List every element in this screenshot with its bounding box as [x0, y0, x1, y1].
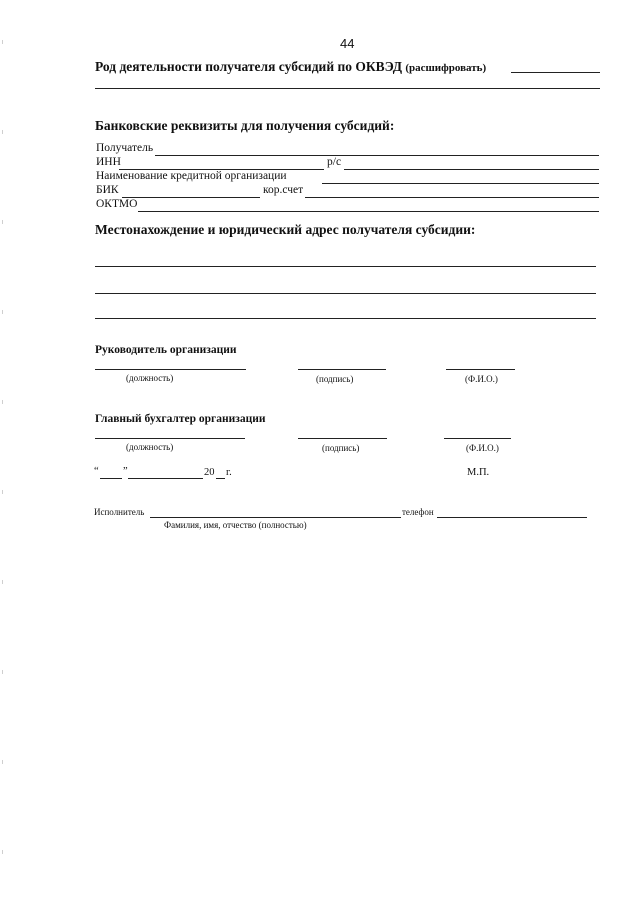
account-field[interactable]	[344, 169, 599, 170]
head-position-caption: (должность)	[126, 373, 174, 383]
accountant-title: Главный бухгалтер организации	[95, 413, 266, 425]
oktmo-label: ОКТМО	[96, 198, 138, 210]
head-position-field[interactable]	[95, 369, 246, 370]
accountant-position-field[interactable]	[95, 438, 245, 439]
seal-place: М.П.	[467, 467, 490, 478]
head-title: Руководитель организации	[95, 344, 237, 356]
scan-edge	[2, 0, 3, 905]
date-month-field[interactable]	[128, 478, 203, 479]
okved-heading-note: (расшифровать)	[405, 62, 487, 74]
address-heading: Местонахождение и юридический адрес получателя субсидии:	[95, 222, 476, 237]
bank-heading: Банковские реквизиты для получения субсидий:	[95, 118, 395, 133]
date-year-prefix: 20	[204, 467, 215, 478]
date-year-suffix: г.	[226, 467, 232, 478]
phone-label: телефон	[402, 507, 434, 517]
address-line-2[interactable]	[95, 293, 596, 294]
accountant-signature-field[interactable]	[298, 438, 387, 439]
okved-heading	[95, 59, 486, 75]
inn-label: ИНН	[96, 156, 121, 168]
accountant-signature-caption: (подпись)	[322, 443, 360, 453]
okved-field-line[interactable]	[511, 72, 600, 73]
phone-field[interactable]	[437, 517, 587, 518]
executor-name-field[interactable]	[150, 517, 401, 518]
okved-heading-text: Род деятельности получателя субсидий по ОКВЭД	[95, 59, 402, 74]
oktmo-field[interactable]	[138, 211, 599, 212]
accountant-position-caption: (должность)	[126, 442, 174, 452]
address-line-3[interactable]	[95, 318, 596, 319]
recipient-label: Получатель	[96, 142, 154, 154]
date-year-field[interactable]	[216, 478, 225, 479]
accountant-name-field[interactable]	[444, 438, 511, 439]
date-open-quote: “	[94, 466, 99, 477]
recipient-field[interactable]	[155, 155, 599, 156]
date-close-quote: ”	[123, 466, 128, 477]
executor-label: Исполнитель	[94, 507, 145, 517]
executor-caption: Фамилия, имя, отчество (полностью)	[164, 520, 307, 530]
accountant-name-caption: (Ф.И.О.)	[466, 443, 499, 453]
corr-account-label: кор.счет	[263, 184, 304, 196]
head-name-caption: (Ф.И.О.)	[465, 374, 498, 384]
head-signature-caption: (подпись)	[316, 374, 354, 384]
bik-label: БИК	[96, 184, 119, 196]
head-name-field[interactable]	[446, 369, 515, 370]
corr-account-field[interactable]	[305, 197, 599, 198]
account-label: р/с	[327, 156, 342, 168]
credit-org-field[interactable]	[322, 183, 599, 184]
head-signature-field[interactable]	[298, 369, 386, 370]
address-line-1[interactable]	[95, 266, 596, 267]
bik-field[interactable]	[122, 197, 260, 198]
credit-org-label: Наименование кредитной организации	[96, 170, 287, 182]
okved-field-line-2[interactable]	[95, 88, 600, 89]
page-number: 44	[340, 36, 355, 51]
date-day-field[interactable]	[100, 478, 122, 479]
